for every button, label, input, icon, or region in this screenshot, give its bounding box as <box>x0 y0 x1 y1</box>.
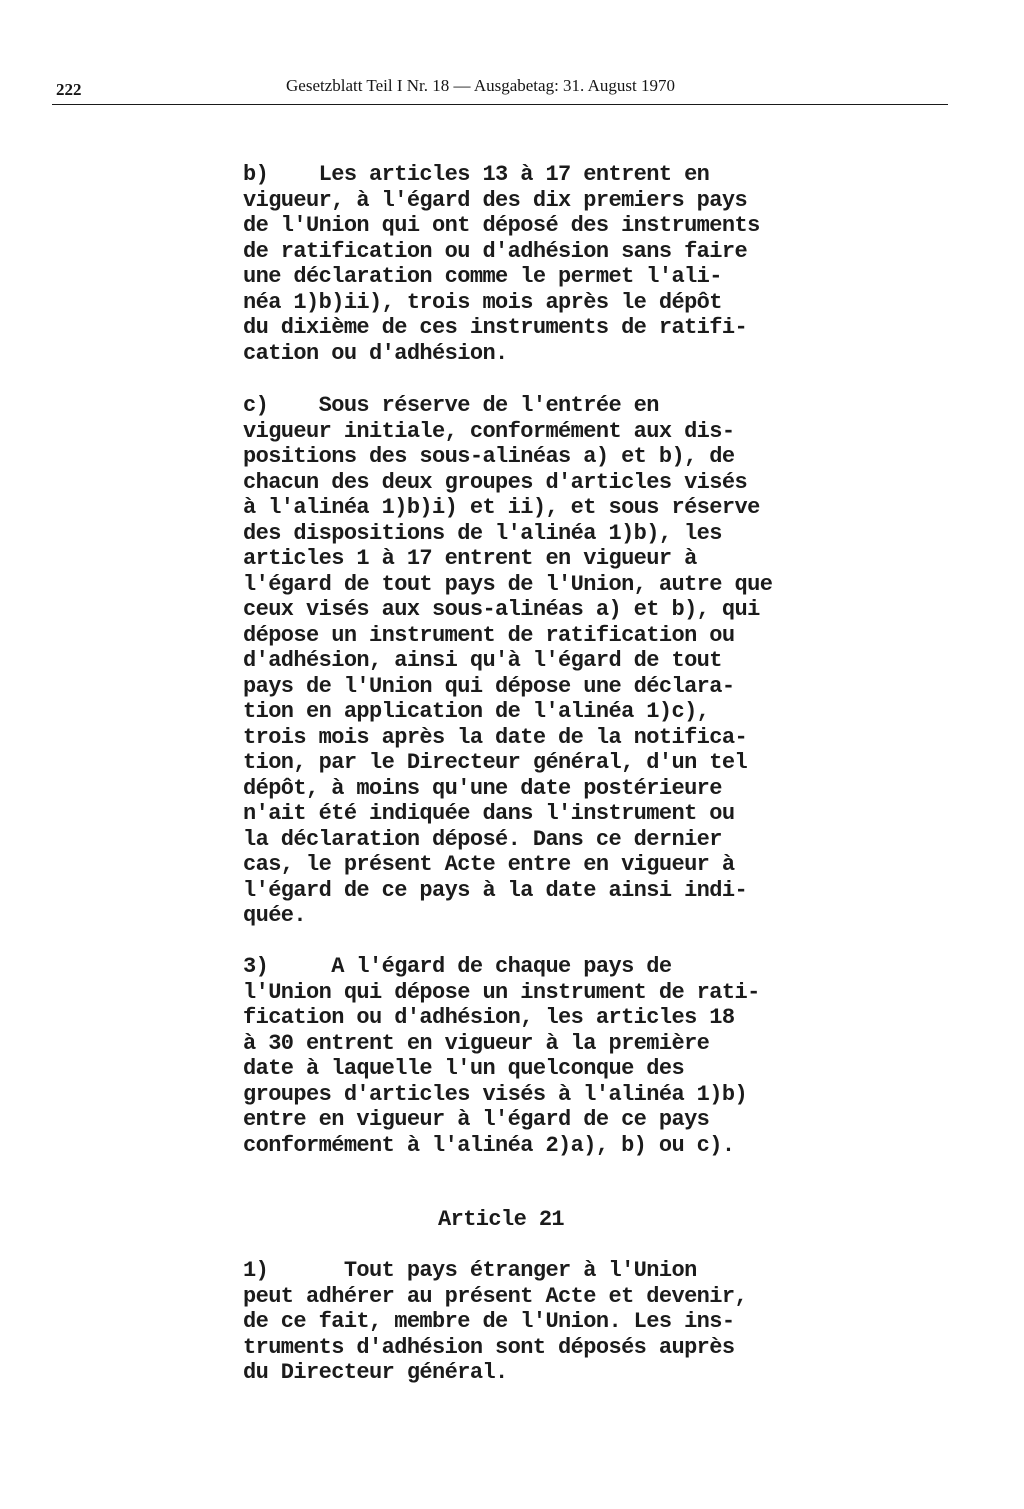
article-21-heading: Article 21 <box>438 1207 565 1232</box>
paragraph-article-21-1: 1) Tout pays étranger à l'Union peut adhérer au présent Acte et devenir, de ce fait, membre de l'Union. Les ins- truments d'adhésion sont déposés auprès du Directeur général. <box>243 1258 748 1385</box>
paragraph-3: 3) A l'égard de chaque pays de l'Union qui dépose un instrument de rati- fication ou d'adhésion, les articles 18 à 30 entrent en vigueur à la première date à laquelle l'un quelconque des groupes d'articles visés à l'alinéa 1)b) entre en vigueur à l'égard de ce pays conformément à l'alinéa 2)a), b) ou c). <box>243 954 760 1158</box>
page-header <box>52 74 948 105</box>
page-number: 222 <box>56 80 82 99</box>
paragraph-2b: b) Les articles 13 à 17 entrent en vigueur, à l'égard des dix premiers pays de l'Union qui ont déposé des instruments de ratification ou d'adhésion sans faire une déclaration comme le permet l'ali- néa 1)b)ii), trois mois après le dépôt du dixième de ces instruments de ratifi- cation ou d'adhésion. <box>243 162 760 366</box>
paragraph-2c: c) Sous réserve de l'entrée en vigueur initiale, conformément aux dis- positions des sous-alinéas a) et b), de chacun des deux groupes d'articles visés à l'alinéa 1)b)i) et ii), et sous réserve des dispositions de l'alinéa 1)b), les articles 1 à 17 entrent en vigueur à l'égard de tout pays de l'Union, autre que ceux visés aux sous-alinéas a) et b), qui dépose un instrument de ratification ou d'adhésion, ainsi qu'à l'égard de tout pays de l'Union qui dépose une déclara- tion en application de l'alinéa 1)c), trois mois après la date de la notifica- tion, par le Directeur général, d'un tel dépôt, à moins qu'une date postérieure n'ait été indiquée dans l'instrument ou la déclaration déposé. Dans ce dernier cas, le présent Acte entre en vigueur à l'égard de ce pays à la date ainsi indi- quée. <box>243 393 773 928</box>
running-title: Gesetzblatt Teil I Nr. 18 — Ausgabetag: 31. August 1970 <box>286 76 675 95</box>
